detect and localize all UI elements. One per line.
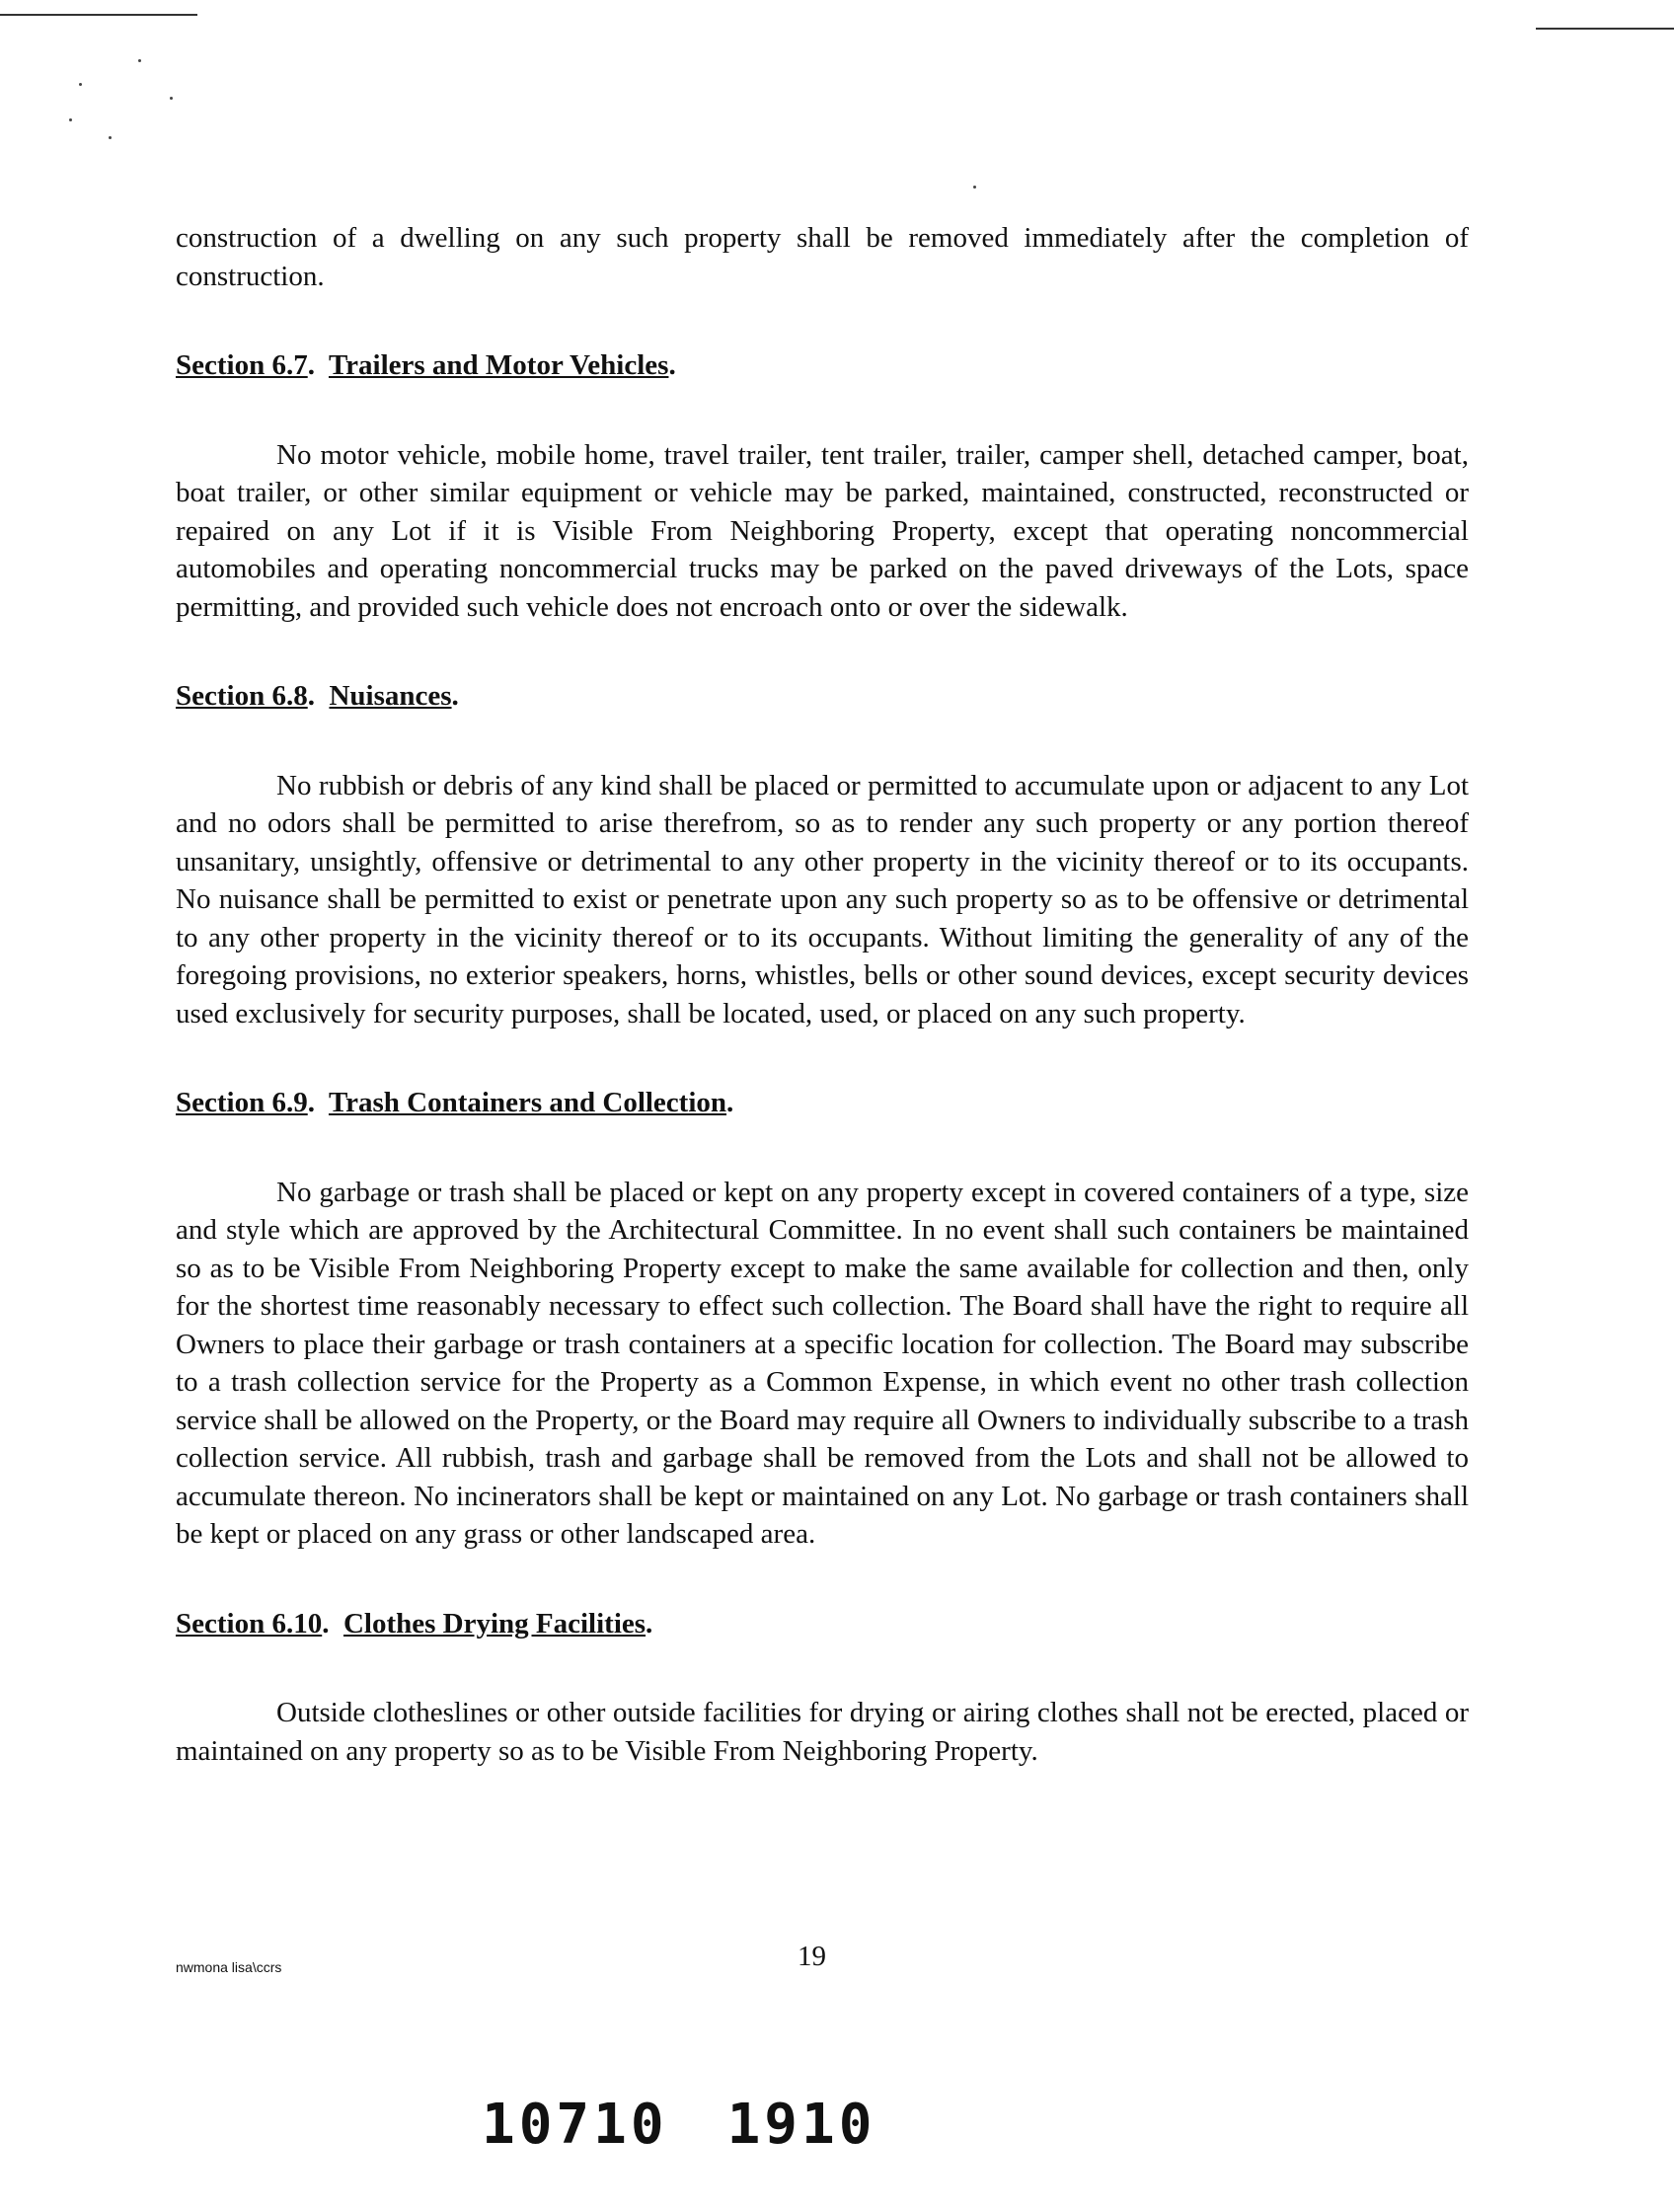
section-body: No motor vehicle, mobile home, travel trailer, tent trailer, trailer, camper shell, detached camper, boat, boat trailer, or other similar equipment or vehicle may be parked, maintained, constructed, reconstructed or repaired on any Lot if it is Visible From Neighboring Property, except that operating noncommercial automobiles and operating noncommercial trucks may be parked on the paved driveways of the Lots, space permitting, and provided such vehicle does not encroach onto or over the sidewalk. bbox=[176, 438, 1469, 623]
section-number: Section 6.9 bbox=[176, 1087, 308, 1118]
section-number: Section 6.10 bbox=[176, 1607, 323, 1640]
section-title: Nuisances bbox=[329, 680, 452, 712]
section-number: Section 6.8 bbox=[176, 680, 308, 712]
scan-artifact-line bbox=[0, 14, 197, 16]
file-reference: nwmona lisa\ccrs bbox=[176, 1959, 282, 1975]
scan-speck bbox=[69, 118, 72, 121]
scan-speck bbox=[138, 59, 141, 62]
scan-speck bbox=[79, 83, 82, 86]
section-heading: Section 6.7. Trailers and Motor Vehicles. bbox=[176, 349, 676, 381]
section-heading: Section 6.10. Clothes Drying Facilities. bbox=[176, 1607, 653, 1640]
stamp-book-number: 10710 bbox=[482, 2093, 668, 2157]
section-heading: Section 6.8. Nuisances. bbox=[176, 680, 459, 712]
section-number: Section 6.7 bbox=[176, 349, 308, 381]
section-body: No rubbish or debris of any kind shall be placed or permitted to accumulate upon or adjacent to any Lot and no odors shall be permitted to arise therefrom, so as to render any such property or any portion thereof unsanitary, unsightly, offensive or detrimental to any other property in the vicinity thereof or to its occupants. No nuisance shall be permitted to exist or penetrate upon any such property so as to be offensive or detrimental to any other property in the vicinity thereof or to its occupants. Without limiting the generality of any of the foregoing provisions, no exterior speakers, horns, whistles, bells or other sound devices, except security devices used exclusively for security purposes, shall be located, used, or placed on any such property. bbox=[176, 769, 1469, 1030]
section-body: Outside clotheslines or other outside facilities for drying or airing clothes shall not be erected, placed or maintained on any property so as to be Visible From Neighboring Property. bbox=[176, 1697, 1469, 1767]
document-body bbox=[176, 219, 1469, 1770]
section-body: No garbage or trash shall be placed or kept on any property except in covered containers of a type, size and style which are approved by the Architectural Committee. In no event shall such containers be maintained so as to be Visible From Neighboring Property except to make the same available for collection and then, only for the shortest time reasonably necessary to effect such collection. The Board shall have the right to require all Owners to place their garbage or trash containers at a specific location for collection. The Board may subscribe to a trash collection service for the Property as a Common Expense, in which event no other trash collection service shall be allowed on the Property, or the Board may require all Owners to individually subscribe to a trash collection service. All rubbish, trash and garbage shall be removed from the Lots and shall not be allowed to accumulate thereon. No incinerators shall be kept or maintained on any Lot. No garbage or trash containers shall be kept or placed on any grass or other landscaped area. bbox=[176, 1176, 1469, 1550]
section-title: Trash Containers and Collection bbox=[328, 1087, 727, 1118]
page-number: 19 bbox=[798, 1941, 826, 1972]
section-heading: Section 6.9. Trash Containers and Collection. bbox=[176, 1087, 734, 1118]
scan-speck bbox=[109, 136, 112, 139]
intro-paragraph: construction of a dwelling on any such property shall be removed immediately after the completion of construction. bbox=[176, 222, 1469, 292]
scan-speck bbox=[170, 97, 173, 100]
stamp-page-number: 1910 bbox=[726, 2093, 876, 2157]
scan-artifact-line bbox=[1536, 28, 1674, 30]
recording-stamp bbox=[482, 2093, 935, 2157]
scan-speck bbox=[973, 186, 976, 189]
section-title: Trailers and Motor Vehicles bbox=[328, 349, 669, 381]
section-title: Clothes Drying Facilities bbox=[342, 1607, 647, 1640]
